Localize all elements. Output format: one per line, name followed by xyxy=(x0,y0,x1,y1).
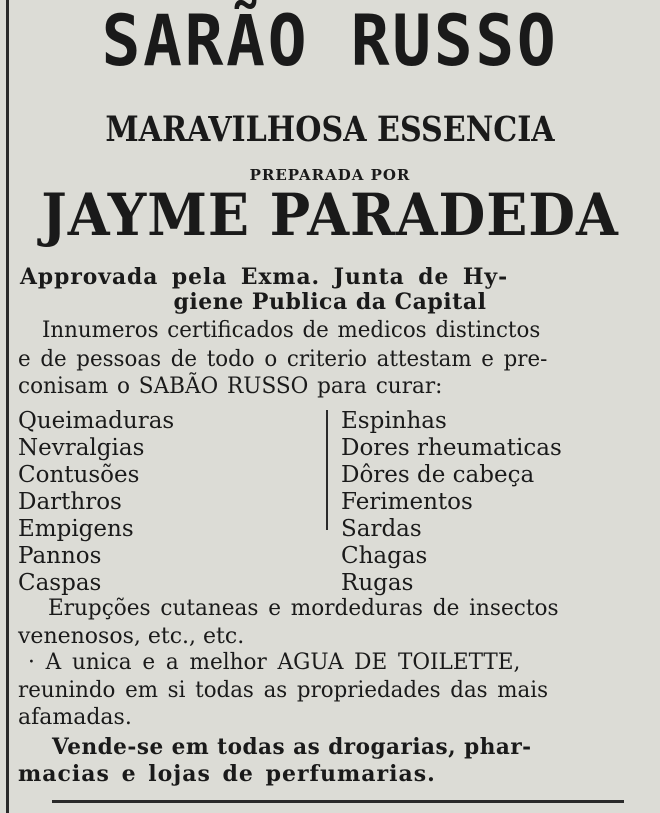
ailments-right-list xyxy=(341,408,562,597)
list-item: Empigens xyxy=(18,516,134,542)
list-item: Ferimentos xyxy=(341,489,473,515)
list-item: Sardas xyxy=(341,516,422,542)
list-item: Queimaduras xyxy=(18,408,175,434)
list-item: Chagas xyxy=(341,543,428,569)
list-item: Rugas xyxy=(341,570,414,596)
column-divider xyxy=(326,410,328,530)
prepared-by-label: PREPARADA POR xyxy=(249,166,411,184)
approval-line-2: giene Publica da Capital xyxy=(173,289,487,315)
toilette-line-3: afamadas. xyxy=(18,705,132,730)
sale-line-1: Vende-se em todas as drogarias, phar- xyxy=(52,734,532,760)
list-item: Contusões xyxy=(18,462,140,488)
list-item: Dores rheumaticas xyxy=(341,435,562,461)
body-line-3: conisam o SABÃO RUSSO para curar: xyxy=(18,374,443,399)
body-line-1: Innumeros certificados de medicos distinctos xyxy=(42,318,541,343)
left-border-rule xyxy=(6,0,9,813)
toilette-line-2: reunindo em si todas as propriedades das mais xyxy=(18,678,549,703)
list-item: Caspas xyxy=(18,570,102,596)
approval-line-1: Approvada pela Exma. Junta de Hy- xyxy=(20,264,509,290)
body-line-2: e de pessoas de todo o criterio attestam e pre- xyxy=(18,347,548,372)
list-item: Dôres de cabeça xyxy=(341,462,535,488)
toilette-line-1: · A unica e a melhor AGUA DE TOILETTE, xyxy=(28,650,521,675)
list-item: Nevralgias xyxy=(18,435,145,461)
eruptions-line-2: venenosos, etc., etc. xyxy=(18,624,245,649)
ad-subtitle: MARAVILHOSA ESSENCIA xyxy=(105,109,555,150)
list-item: Pannos xyxy=(18,543,102,569)
ailments-left-list xyxy=(18,408,174,597)
sale-line-2: macias e lojas de perfumarias. xyxy=(18,761,436,787)
ad-title: SARÃO RUSSO xyxy=(101,0,559,82)
list-item: Espinhas xyxy=(341,408,447,434)
maker-name: JAYME PARADEDA xyxy=(41,181,619,249)
list-item: Darthros xyxy=(18,489,122,515)
eruptions-line-1: Erupções cutaneas e mordeduras de insectos xyxy=(48,596,559,621)
bottom-border-rule xyxy=(52,800,624,803)
